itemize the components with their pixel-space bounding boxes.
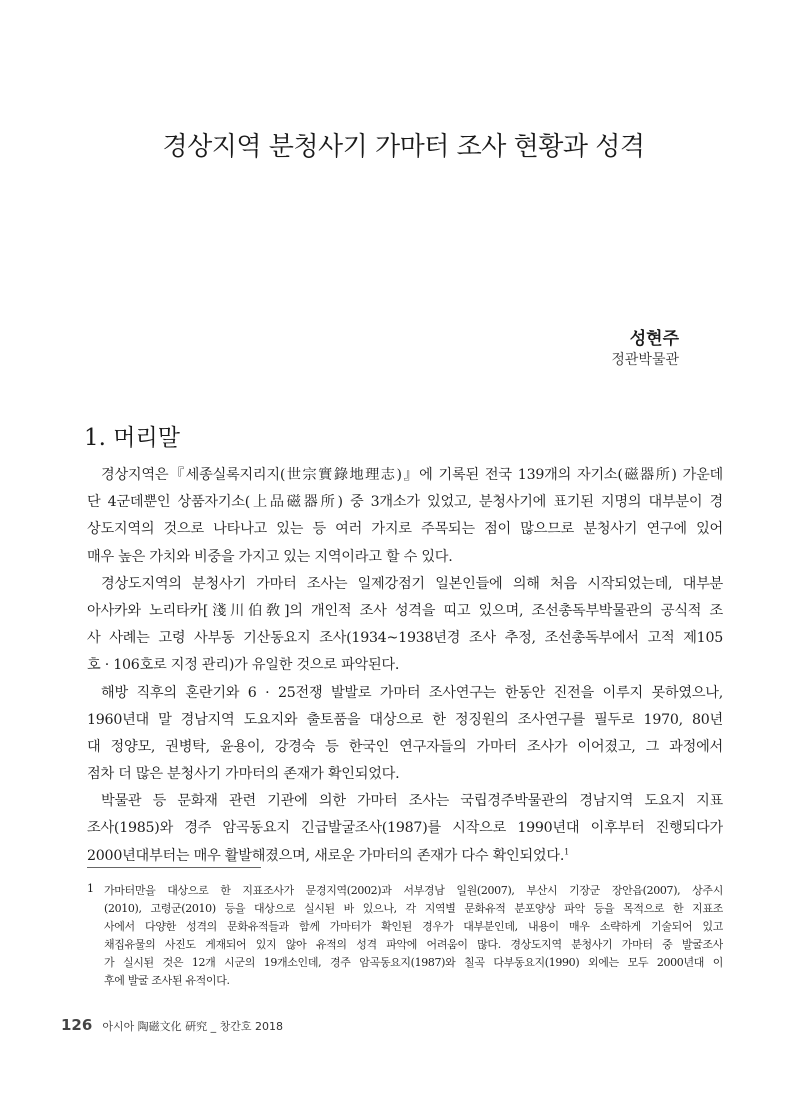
body-line-text: 2000년대부터는 매우 활발해졌으며, 새로운 가마터의 존재가 다수 확인되었다.	[87, 847, 565, 864]
body-line: 아사카와 노리타카[淺川伯敎]의 개인적 조사 성격을 띠고 있으며, 조선총독부박물관의 공식적 조	[87, 602, 723, 619]
body-line: 박물관 등 문화재 관련 기관에 의한 가마터 조사는 국립경주박물관의 경남지역 도요지 지표	[101, 793, 723, 810]
body-line: 조사(1985)와 경주 암곡동요지 긴급발굴조사(1987)를 시작으로 1990년대 이후부터 진행되다가	[87, 820, 723, 837]
footnote-line: (2010), 고령군(2010) 등을 대상으로 실시된 바 있으나, 각 지역별 문화유적 분포양상 파악 등을 목적으로 한 지표조	[104, 902, 723, 916]
footnote-line: 가 실시된 것은 12개 시군의 19개소인데, 경주 암곡동요지(1987)와 칠곡 다부동요지(1990) 외에는 모두 2000년대 이	[104, 956, 723, 970]
footnote-number: 1	[87, 882, 94, 895]
body-line	[87, 843, 723, 870]
footnote-text	[104, 882, 723, 991]
body-line: 상도지역의 것으로 나타나고 있는 등 여러 가지로 주목되는 점이 많으므로 분청사기 연구에 있어	[87, 521, 723, 538]
body-line: 대 정양모, 권병탁, 윤용이, 강경숙 등 한국인 연구자들의 가마터 조사가 이어졌고, 그 과정에서	[87, 738, 723, 755]
body-line: 매우 높은 가치와 비중을 가지고 있는 지역이라고 할 수 있다.	[87, 548, 453, 565]
body-line: 호 · 106호로 지정 관리)가 유일한 것으로 파악된다.	[87, 657, 400, 674]
paper-title: 경상지역 분청사기 가마터 조사 현황과 성격	[162, 132, 645, 162]
author-name: 성현주	[629, 329, 679, 349]
journal-name: 아시아 陶磁文化 硏究 _ 창간호 2018	[102, 1020, 284, 1033]
body-line: 점차 더 많은 분청사기 가마터의 존재가 확인되었다.	[87, 766, 400, 783]
body-text	[87, 462, 723, 870]
page-footer	[61, 1016, 283, 1034]
body-line: 1960년대 말 경남지역 도요지와 출토품을 대상으로 한 정징원의 조사연구를 필두로 1970, 80년	[87, 711, 723, 728]
body-line: 경상도지역의 분청사기 가마터 조사는 일제강점기 일본인들에 의해 처음 시작되었는데, 대부분	[101, 575, 723, 592]
footnote-reference[interactable]: 1	[564, 846, 569, 856]
body-line: 경상지역은『세종실록지리지(世宗實錄地理志)』에 기록된 전국 139개의 자기소(磁器所) 가운데	[101, 467, 723, 483]
body-line: 단 4군데뿐인 상품자기소(上品磁器所) 중 3개소가 있었고, 분청사기에 표기된 지명의 대부분이 경	[87, 494, 723, 511]
footnote-line: 후에 발굴 조사된 유적이다.	[104, 974, 230, 988]
section-heading: 1. 머리말	[84, 425, 180, 451]
footnote-line: 가마터만을 대상으로 한 지표조사가 문경지역(2002)과 서부경남 일원(2007), 부산시 기장군 장안읍(2007), 상주시	[104, 884, 723, 897]
footnote-line: 사에서 다양한 성격의 문화유적들과 함께 가마터가 확인된 경우가 대부분인데, 내용이 매우 소략하게 기술되어 있고	[104, 920, 723, 934]
footnote-divider	[87, 867, 261, 868]
body-line: 해방 직후의 혼란기와 6 · 25전쟁 발발로 가마터 조사연구는 한동안 진전을 이루지 못하였으나,	[101, 684, 723, 701]
body-line: 사 사례는 고령 사부동 기산동요지 조사(1934~1938년경 조사 추정, 조선총독부에서 고적 제105	[87, 630, 723, 647]
page-number: 126	[61, 1016, 93, 1034]
footnote-line: 채집유물의 사진도 게재되어 있지 않아 유적의 성격 파악에 어려움이 많다. 경상도지역 분청사기 가마터 중 발굴조사	[104, 938, 723, 952]
author-affiliation: 정관박물관	[611, 352, 679, 368]
